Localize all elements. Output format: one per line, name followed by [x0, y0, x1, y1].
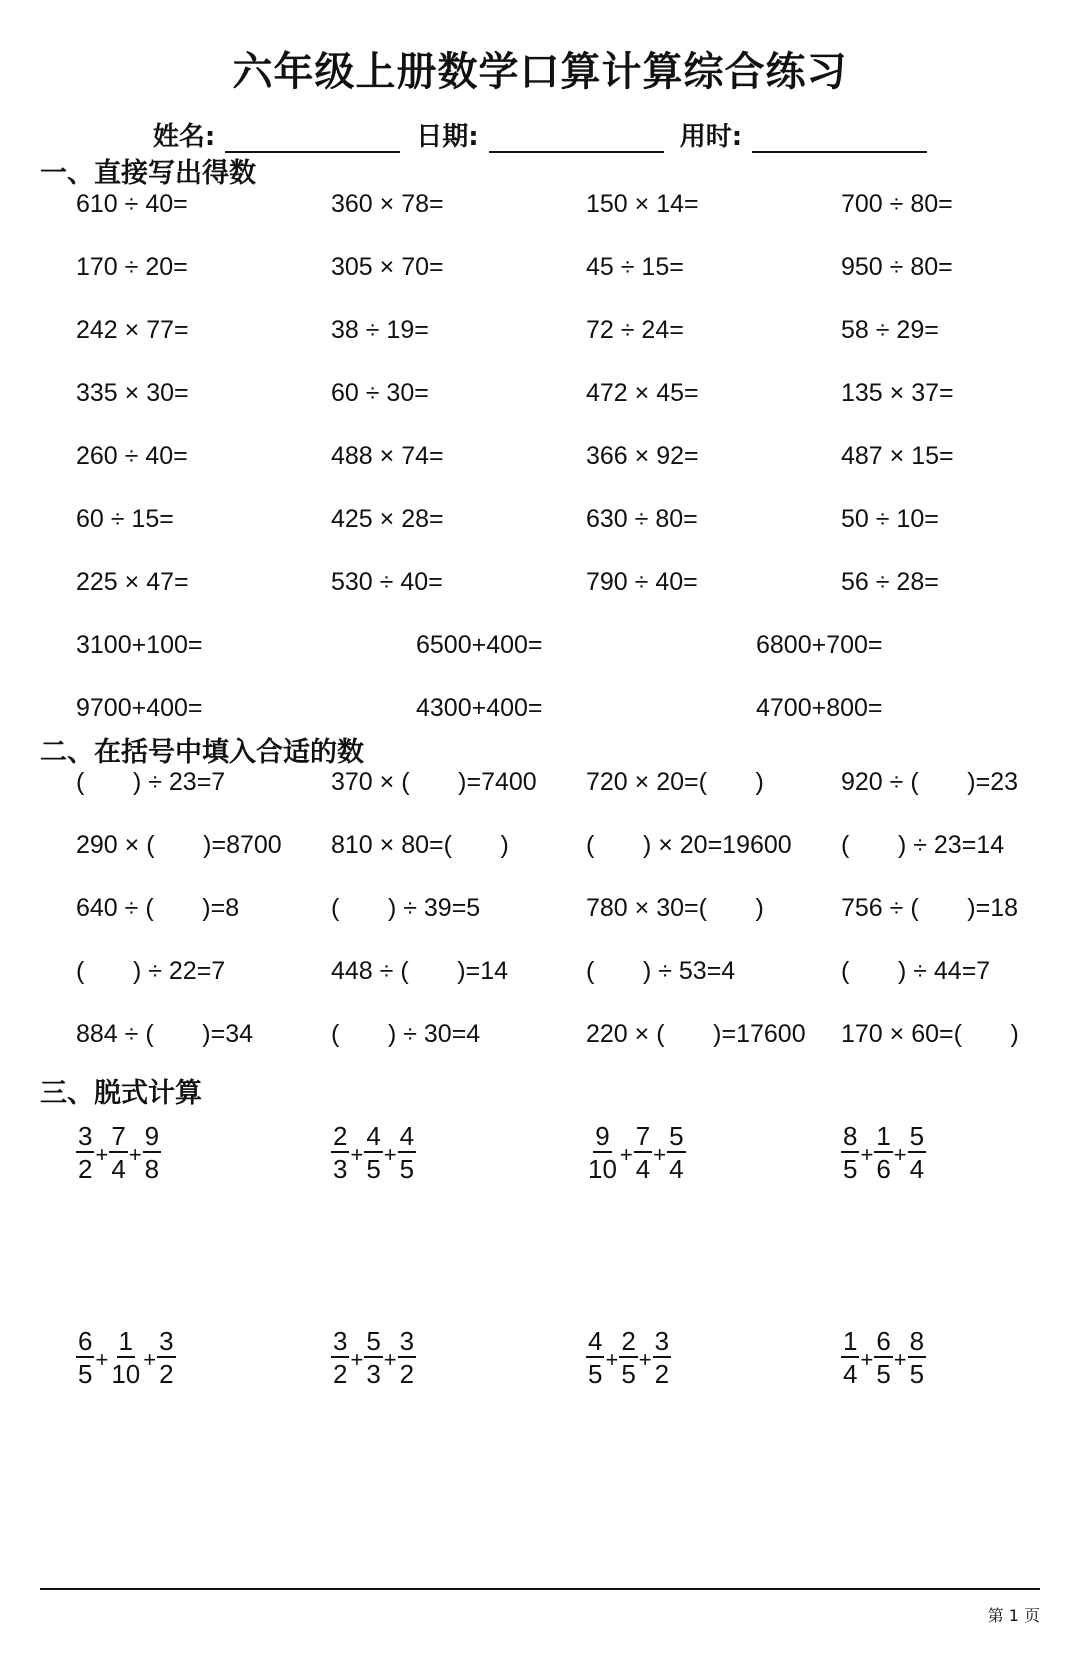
- denominator: 5: [366, 1153, 381, 1184]
- fraction-expression: [76, 1322, 176, 1392]
- denominator: 5: [78, 1358, 93, 1389]
- problem-row: [76, 316, 1066, 356]
- denominator: 4: [669, 1153, 684, 1184]
- problem: 38 ÷ 19=: [331, 316, 429, 344]
- problem: ( ) ÷ 30=4: [331, 1020, 481, 1048]
- fraction: [586, 1325, 604, 1389]
- problem: 335 × 30=: [76, 379, 189, 407]
- problem: 58 ÷ 29=: [841, 316, 939, 344]
- fraction: [76, 1120, 94, 1184]
- numerator: 6: [78, 1325, 93, 1356]
- fraction: [364, 1120, 382, 1184]
- problem: 366 × 92=: [586, 442, 699, 470]
- problem: 610 ÷ 40=: [76, 190, 188, 218]
- denominator: 5: [909, 1358, 925, 1389]
- problem: 45 ÷ 15=: [586, 253, 684, 281]
- section-2-title: 二、在括号中填入合适的数: [40, 737, 364, 768]
- numerator: 1: [876, 1120, 891, 1151]
- problem-row: [76, 568, 1066, 608]
- problem: 720 × 20=( ): [586, 768, 764, 796]
- section-1-title: 一、直接写出得数: [40, 158, 256, 189]
- fraction: [841, 1120, 859, 1184]
- problem: 472 × 45=: [586, 379, 699, 407]
- problem: 360 × 78=: [331, 190, 444, 218]
- fraction-expression: [331, 1117, 416, 1187]
- fraction-expression: [841, 1322, 926, 1392]
- plus-operator: +: [893, 1142, 907, 1167]
- time-field: [680, 116, 927, 153]
- fill-blank-row: [76, 768, 1066, 808]
- fraction: [109, 1325, 142, 1389]
- plus-operator: +: [350, 1347, 364, 1372]
- date-blank[interactable]: [489, 123, 664, 153]
- fraction: [841, 1325, 859, 1389]
- denominator: 4: [111, 1153, 126, 1184]
- plus-operator: +: [893, 1347, 907, 1372]
- page-number: 第 1 页: [987, 1606, 1040, 1625]
- date-field: [416, 116, 663, 153]
- fraction: [143, 1120, 161, 1184]
- plus-operator: +: [128, 1142, 142, 1167]
- time-blank[interactable]: [752, 123, 927, 153]
- fraction: [908, 1325, 926, 1389]
- denominator: 5: [876, 1358, 891, 1389]
- problem: 640 ÷ ( )=8: [76, 894, 240, 922]
- problem-row: [76, 505, 1066, 545]
- fraction: [908, 1120, 926, 1184]
- problem: 290 × ( )=8700: [76, 831, 282, 859]
- fill-blank-row: [76, 957, 1066, 997]
- fraction: [76, 1325, 94, 1389]
- numerator: 7: [111, 1120, 126, 1151]
- problem: 260 ÷ 40=: [76, 442, 188, 470]
- numerator: 8: [909, 1325, 925, 1356]
- numerator: 1: [118, 1325, 134, 1356]
- fraction-expression: [586, 1117, 686, 1187]
- problem: 60 ÷ 15=: [76, 505, 174, 533]
- problem-row: [76, 253, 1066, 293]
- numerator: 5: [669, 1120, 684, 1151]
- denominator: 2: [399, 1358, 415, 1389]
- denominator: 4: [843, 1358, 858, 1389]
- section-3-title: 三、脱式计算: [40, 1078, 202, 1109]
- fraction: [619, 1325, 637, 1389]
- denominator: 2: [333, 1358, 348, 1389]
- plus-operator: +: [383, 1347, 397, 1372]
- plus-operator: +: [638, 1347, 652, 1372]
- problem: 50 ÷ 10=: [841, 505, 939, 533]
- fill-blank-row: [76, 831, 1066, 871]
- denominator: 5: [621, 1358, 636, 1389]
- problem-row: [76, 442, 1066, 482]
- problem: 950 ÷ 80=: [841, 253, 953, 281]
- problem: 150 × 14=: [586, 190, 699, 218]
- numerator: 4: [399, 1120, 415, 1151]
- plus-operator: +: [860, 1142, 874, 1167]
- fraction: [109, 1120, 127, 1184]
- fill-blank-row: [76, 894, 1066, 934]
- numerator: 4: [366, 1120, 381, 1151]
- denominator: 5: [843, 1153, 858, 1184]
- problem: ( ) ÷ 53=4: [586, 957, 736, 985]
- numerator: 8: [843, 1120, 858, 1151]
- problem: 220 × ( )=17600: [586, 1020, 806, 1048]
- time-label: 用时:: [679, 122, 743, 152]
- name-label: 姓名:: [152, 122, 216, 152]
- problem: ( ) ÷ 23=14: [841, 831, 1005, 859]
- fraction: [364, 1325, 382, 1389]
- problem: ( ) ÷ 22=7: [76, 957, 226, 985]
- plus-operator: +: [653, 1142, 667, 1167]
- problem: 135 × 37=: [841, 379, 954, 407]
- problem: 448 ÷ ( )=14: [331, 957, 509, 985]
- problem: 6800+700=: [756, 631, 883, 659]
- fraction: [331, 1325, 349, 1389]
- problem: 488 × 74=: [331, 442, 444, 470]
- denominator: 3: [333, 1153, 348, 1184]
- problem: 4700+800=: [756, 694, 883, 722]
- plus-operator: +: [143, 1347, 157, 1372]
- problem: 370 × ( )=7400: [331, 768, 537, 796]
- problem: 780 × 30=( ): [586, 894, 764, 922]
- fraction-expression: [841, 1117, 926, 1187]
- problem: 425 × 28=: [331, 505, 444, 533]
- numerator: 4: [588, 1325, 603, 1356]
- denominator: 3: [366, 1358, 381, 1389]
- denominator: 4: [909, 1153, 925, 1184]
- fraction: [331, 1120, 349, 1184]
- denominator: 5: [588, 1358, 603, 1389]
- denominator: 8: [144, 1153, 160, 1184]
- numerator: 1: [843, 1325, 858, 1356]
- numerator: 3: [333, 1325, 348, 1356]
- fraction: [157, 1325, 175, 1389]
- numerator: 3: [159, 1325, 174, 1356]
- denominator: 6: [876, 1153, 891, 1184]
- problem: ( ) ÷ 44=7: [841, 957, 991, 985]
- student-info-line: [0, 116, 1080, 153]
- problem: 225 × 47=: [76, 568, 189, 596]
- numerator: 3: [78, 1120, 93, 1151]
- problem-row: [76, 694, 1066, 734]
- numerator: 9: [144, 1120, 160, 1151]
- numerator: 3: [654, 1325, 670, 1356]
- problem: 700 ÷ 80=: [841, 190, 953, 218]
- problem: 884 ÷ ( )=34: [76, 1020, 254, 1048]
- problem-row: [76, 631, 1066, 671]
- numerator: 3: [399, 1325, 415, 1356]
- fraction: [667, 1120, 685, 1184]
- fraction: [874, 1120, 892, 1184]
- problem: 3100+100=: [76, 631, 203, 659]
- fraction: [634, 1120, 652, 1184]
- denominator: 5: [399, 1153, 415, 1184]
- numerator: 5: [366, 1325, 381, 1356]
- problem: 56 ÷ 28=: [841, 568, 939, 596]
- denominator: 2: [78, 1153, 93, 1184]
- fraction-expression: [331, 1322, 416, 1392]
- fraction-expression: [586, 1322, 671, 1392]
- plus-operator: +: [619, 1142, 633, 1167]
- problem: 242 × 77=: [76, 316, 189, 344]
- problem: 170 × 60=( ): [841, 1020, 1019, 1048]
- numerator: 7: [635, 1120, 651, 1151]
- problem: ( ) ÷ 23=7: [76, 768, 226, 796]
- fill-blank-row: [76, 1020, 1066, 1060]
- problem: 790 ÷ 40=: [586, 568, 698, 596]
- plus-operator: +: [95, 1142, 109, 1167]
- numerator: 9: [595, 1120, 610, 1151]
- problem: 305 × 70=: [331, 253, 444, 281]
- problem: 4300+400=: [416, 694, 543, 722]
- problem: 6500+400=: [416, 631, 543, 659]
- numerator: 6: [876, 1325, 891, 1356]
- numerator: 5: [909, 1120, 925, 1151]
- plus-operator: +: [860, 1347, 874, 1372]
- footer-divider: [40, 1588, 1040, 1590]
- denominator: 2: [159, 1358, 174, 1389]
- fraction: [586, 1120, 619, 1184]
- page-title: 六年级上册数学口算计算综合练习: [232, 49, 848, 95]
- problem: 530 ÷ 40=: [331, 568, 443, 596]
- fraction-row: [76, 1117, 1066, 1187]
- name-field: [153, 116, 400, 153]
- plus-operator: +: [95, 1347, 109, 1372]
- problem: 487 × 15=: [841, 442, 954, 470]
- fraction: [398, 1325, 416, 1389]
- denominator: 10: [588, 1153, 617, 1184]
- denominator: 4: [635, 1153, 651, 1184]
- problem: 9700+400=: [76, 694, 203, 722]
- problem: 920 ÷ ( )=23: [841, 768, 1019, 796]
- fraction-expression: [76, 1117, 161, 1187]
- plus-operator: +: [350, 1142, 364, 1167]
- problem-row: [76, 190, 1066, 230]
- problem-row: [76, 379, 1066, 419]
- problem: ( ) × 20=19600: [586, 831, 792, 859]
- numerator: 2: [333, 1120, 348, 1151]
- fraction: [653, 1325, 671, 1389]
- problem: 630 ÷ 80=: [586, 505, 698, 533]
- fraction: [398, 1120, 416, 1184]
- problem: 60 ÷ 30=: [331, 379, 429, 407]
- date-label: 日期:: [416, 122, 479, 152]
- fraction-row: [76, 1322, 1066, 1392]
- fraction: [874, 1325, 892, 1389]
- problem: 756 ÷ ( )=18: [841, 894, 1019, 922]
- plus-operator: +: [383, 1142, 397, 1167]
- denominator: 10: [111, 1358, 141, 1389]
- problem: 72 ÷ 24=: [586, 316, 684, 344]
- problem: 170 ÷ 20=: [76, 253, 188, 281]
- denominator: 2: [654, 1358, 670, 1389]
- plus-operator: +: [605, 1347, 619, 1372]
- problem: 810 × 80=( ): [331, 831, 509, 859]
- name-blank[interactable]: [225, 123, 400, 153]
- problem: ( ) ÷ 39=5: [331, 894, 481, 922]
- numerator: 2: [621, 1325, 636, 1356]
